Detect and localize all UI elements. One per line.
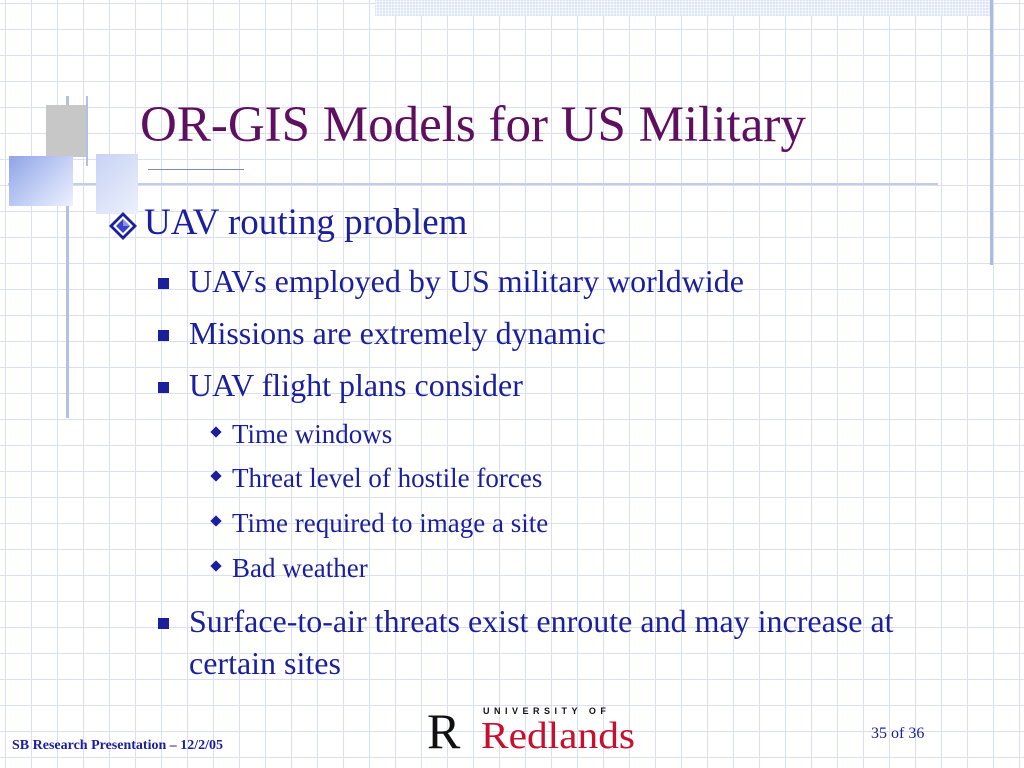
square-bullet-icon [158, 618, 169, 629]
blue-decorative-square [9, 156, 73, 206]
bullet-level2-text: Surface-to-air threats exist enroute and may increase at certain sites [189, 603, 894, 681]
bullet-level3 [212, 508, 548, 539]
bullet-level2 [158, 315, 606, 352]
small-diamond-bullet-icon [210, 426, 221, 437]
bullet-level3 [212, 419, 392, 450]
bullet-level3 [212, 463, 542, 494]
gray-decorative-square [46, 105, 86, 157]
top-decorative-band [375, 0, 990, 16]
left-decorative-line-short [86, 96, 88, 166]
logo-monogram: R [427, 703, 461, 754]
title-underline [148, 169, 244, 170]
bullet-level3-text: Time required to image a site [232, 508, 549, 538]
bullet-level3-text: Threat level of hostile forces [232, 463, 543, 493]
square-bullet-icon [158, 382, 169, 393]
bullet-level3 [212, 553, 368, 584]
bullet-level2-text: UAVs employed by US military worldwide [189, 263, 744, 299]
bullet-level1-text: UAV routing problem [144, 202, 468, 243]
bullet-level1 [106, 201, 467, 244]
square-bullet-icon [158, 278, 169, 289]
right-decorative-line [990, 0, 993, 265]
bullet-level2 [158, 600, 899, 684]
logo-wordmark: Redlands [481, 715, 635, 754]
page-number: 35 of 36 [871, 725, 925, 742]
bullet-level2-text: UAV flight plans consider [189, 367, 523, 403]
bullet-level2-text: Missions are extremely dynamic [189, 315, 606, 351]
small-diamond-bullet-icon [210, 470, 221, 481]
bullet-level2 [158, 263, 744, 300]
header-decorative-line [8, 183, 938, 185]
footer-presentation-info: SB Research Presentation – 12/2/05 [12, 738, 224, 753]
bullet-level3-text: Time windows [232, 419, 393, 449]
logo-upper-text: UNIVERSITY OF [483, 706, 611, 716]
small-diamond-bullet-icon [210, 515, 221, 526]
slide-title: OR-GIS Models for US Military [140, 97, 806, 153]
small-diamond-bullet-icon [210, 560, 221, 571]
bullet-level2 [158, 367, 523, 404]
university-of-redlands-logo [427, 702, 637, 754]
bullet-level3-text: Bad weather [232, 553, 368, 583]
square-bullet-icon [158, 330, 169, 341]
